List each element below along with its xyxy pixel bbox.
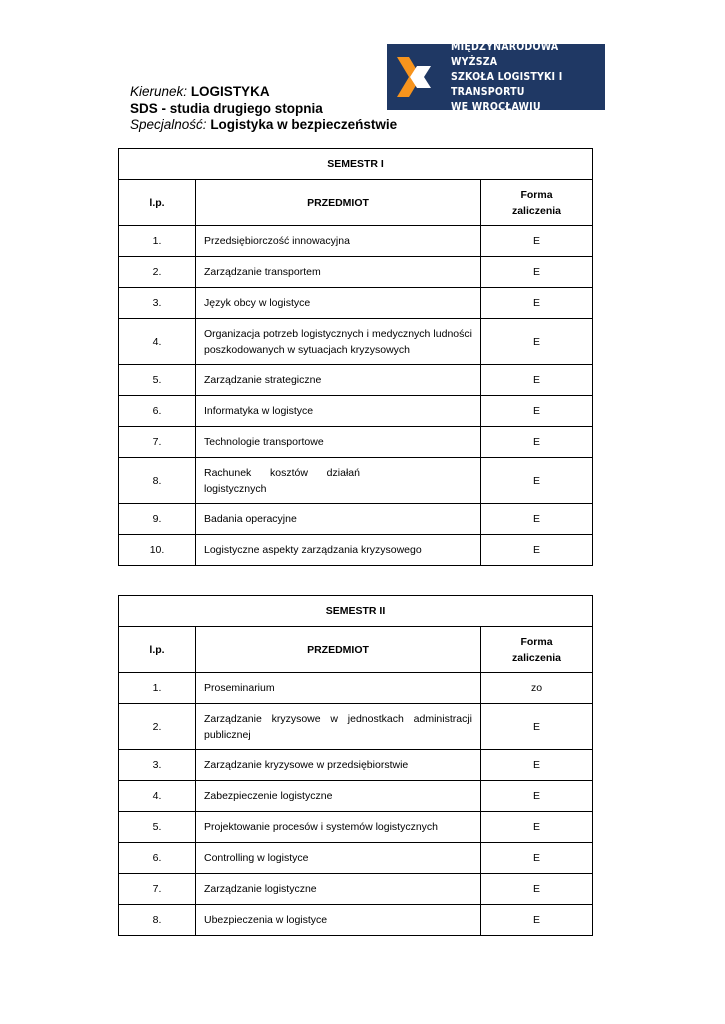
table-row bbox=[119, 905, 593, 936]
row-number: 3. bbox=[119, 288, 196, 319]
row-subject: Projektowanie procesów i systemów logistycznych bbox=[196, 812, 481, 843]
row-subject: Rachunek kosztów działań logistycznych bbox=[196, 458, 481, 504]
kierunek-label: Kierunek: bbox=[130, 84, 188, 99]
column-header-form-line-2: zaliczenia bbox=[511, 204, 561, 217]
row-form: E bbox=[480, 365, 592, 396]
row-subject: Informatyka w logistyce bbox=[196, 396, 481, 427]
logo-line-2: SZKOŁA LOGISTYKI I TRANSPORTU bbox=[451, 70, 563, 98]
table-row bbox=[119, 812, 593, 843]
kierunek-line bbox=[130, 84, 397, 101]
column-header-form-line-1: Forma bbox=[520, 188, 553, 201]
university-logo bbox=[387, 40, 605, 113]
row-number: 6. bbox=[119, 396, 196, 427]
row-form: E bbox=[480, 458, 592, 504]
row-number: 5. bbox=[119, 365, 196, 396]
specjalnosc-line bbox=[130, 117, 397, 134]
row-subject: Controlling w logistyce bbox=[196, 843, 481, 874]
table-row bbox=[119, 504, 593, 535]
specjalnosc-label: Specjalność: bbox=[130, 117, 207, 132]
row-number: 8. bbox=[119, 458, 196, 504]
table-row bbox=[119, 257, 593, 288]
semester-2-title: SEMESTR II bbox=[119, 596, 593, 627]
row-number: 6. bbox=[119, 843, 196, 874]
sds-line: SDS - studia drugiego stopnia bbox=[130, 100, 323, 116]
table-row bbox=[119, 458, 593, 504]
row-number: 2. bbox=[119, 704, 196, 750]
row-subject: Zarządzanie logistyczne bbox=[196, 874, 481, 905]
row-number: 1. bbox=[119, 226, 196, 257]
table-row bbox=[119, 365, 593, 396]
logo-line-1: MIĘDZYNARODOWA WYŻSZA bbox=[451, 40, 559, 68]
row-number: 10. bbox=[119, 535, 196, 566]
row-subject: Zarządzanie transportem bbox=[196, 257, 481, 288]
row-form: E bbox=[480, 257, 592, 288]
row-form: E bbox=[480, 504, 592, 535]
column-header-form bbox=[481, 627, 593, 673]
row-form: E bbox=[480, 396, 592, 427]
table-row bbox=[119, 427, 593, 458]
row-form: E bbox=[480, 226, 592, 257]
logo-text bbox=[441, 40, 605, 115]
row-subject: Zarządzanie strategiczne bbox=[196, 365, 481, 396]
table-row bbox=[119, 226, 593, 257]
semester-1-table bbox=[118, 148, 593, 566]
row-form: E bbox=[481, 874, 593, 905]
column-header-lp: l.p. bbox=[119, 180, 196, 226]
row-form: E bbox=[480, 319, 592, 365]
row-number: 4. bbox=[119, 781, 196, 812]
row-form: E bbox=[481, 843, 593, 874]
row-subject: Język obcy w logistyce bbox=[196, 288, 481, 319]
table-row bbox=[119, 535, 593, 566]
row-subject: Proseminarium bbox=[196, 673, 481, 704]
table-row bbox=[119, 874, 593, 905]
table-row bbox=[119, 319, 593, 365]
table-row bbox=[119, 288, 593, 319]
row-subject: Zarządzanie kryzysowe w przedsiębiorstwie bbox=[196, 750, 481, 781]
column-header-form-line-2: zaliczenia bbox=[511, 651, 562, 664]
table-row bbox=[119, 673, 593, 704]
table-row bbox=[119, 750, 593, 781]
column-header-lp: l.p. bbox=[119, 627, 196, 673]
logo-line-3: WE WROCŁAWIU bbox=[451, 100, 541, 113]
column-header-form bbox=[480, 180, 592, 226]
row-number: 3. bbox=[119, 750, 196, 781]
row-number: 9. bbox=[119, 504, 196, 535]
row-form: E bbox=[481, 905, 593, 936]
row-number: 8. bbox=[119, 905, 196, 936]
table-row bbox=[119, 843, 593, 874]
table-row bbox=[119, 704, 593, 750]
row-form: E bbox=[480, 535, 592, 566]
row-form: E bbox=[481, 812, 593, 843]
row-subject: Przedsiębiorczość innowacyjna bbox=[196, 226, 481, 257]
semester-2-table bbox=[118, 595, 593, 936]
row-number: 7. bbox=[119, 874, 196, 905]
table-row bbox=[119, 396, 593, 427]
row-form: E bbox=[480, 288, 592, 319]
row-form: E bbox=[481, 781, 593, 812]
row-number: 1. bbox=[119, 673, 196, 704]
column-header-subject: PRZEDMIOT bbox=[196, 180, 481, 226]
row-subject: Organizacja potrzeb logistycznych i medycznych ludności poszkodowanych w sytuacjach kryzysowych bbox=[196, 319, 481, 365]
row-form: zo bbox=[481, 673, 593, 704]
column-header-subject: PRZEDMIOT bbox=[196, 627, 481, 673]
row-number: 4. bbox=[119, 319, 196, 365]
row-number: 5. bbox=[119, 812, 196, 843]
row-number: 7. bbox=[119, 427, 196, 458]
row-subject: Zarządzanie kryzysowe w jednostkach administracji publicznej bbox=[196, 704, 481, 750]
row-form: E bbox=[481, 704, 593, 750]
row-subject: Ubezpieczenia w logistyce bbox=[196, 905, 481, 936]
row-subject: Technologie transportowe bbox=[196, 427, 481, 458]
kierunek-value: LOGISTYKA bbox=[190, 84, 270, 99]
document-heading bbox=[130, 84, 397, 134]
table-row bbox=[119, 781, 593, 812]
semester-1-title: SEMESTR I bbox=[119, 149, 593, 180]
row-form: E bbox=[480, 427, 592, 458]
row-subject: Logistyczne aspekty zarządzania kryzysowego bbox=[196, 535, 481, 566]
column-header-form-line-1: Forma bbox=[520, 635, 553, 648]
row-subject: Badania operacyjne bbox=[196, 504, 481, 535]
row-subject: Zabezpieczenie logistyczne bbox=[196, 781, 481, 812]
row-number: 2. bbox=[119, 257, 196, 288]
row-form: E bbox=[481, 750, 593, 781]
specjalnosc-value: Logistyka w bezpieczeństwie bbox=[210, 117, 398, 132]
